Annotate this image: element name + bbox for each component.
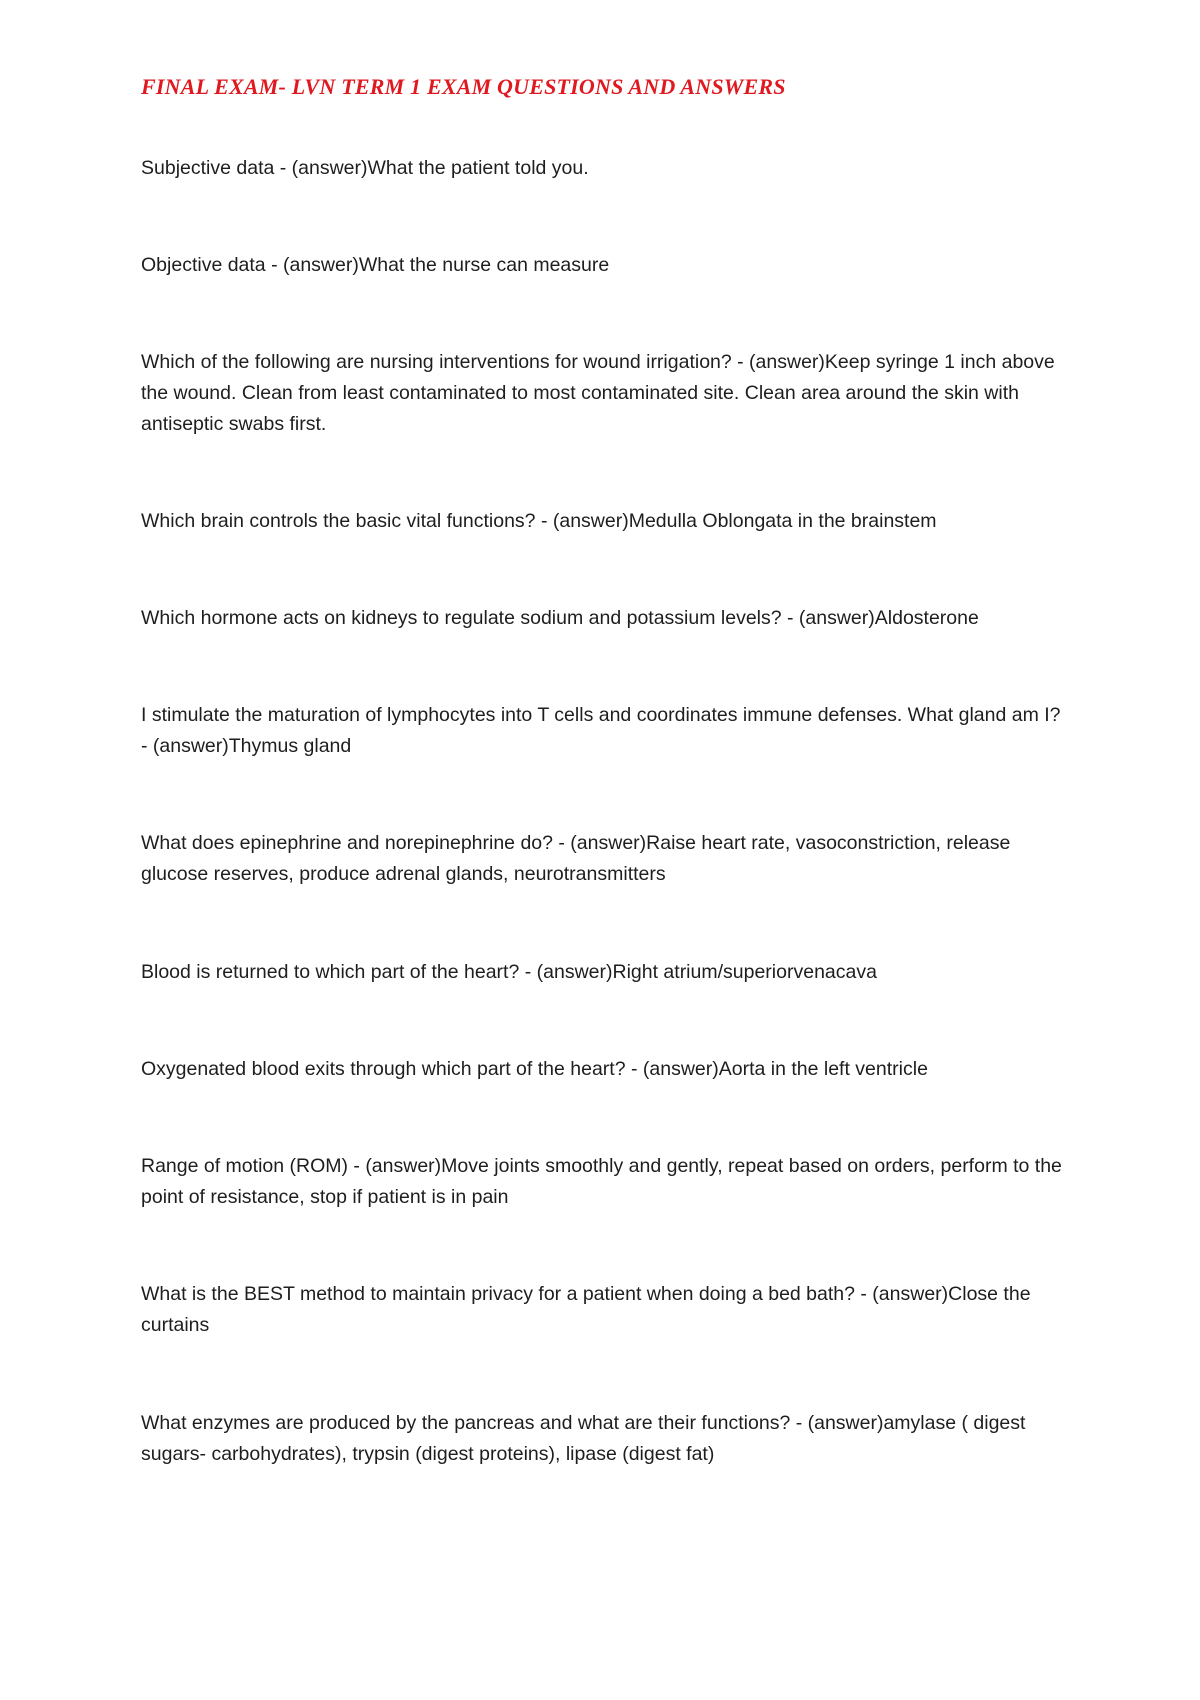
qa-entry-epinephrine: What does epinephrine and norepinephrine do? - (answer)Raise heart rate, vasoconstriction, release glucose reserves, produce adrenal glands, neurotransmitters [141,832,1011,885]
qa-entry-bed-bath-privacy: What is the BEST method to maintain privacy for a patient when doing a bed bath? - (answer)Close the curtains [141,1283,1031,1336]
qa-entry-thymus-gland: I stimulate the maturation of lymphocytes into T cells and coordinates immune defenses. What gland am I? - (answer)Thymus gland [141,704,1061,757]
qa-entry-wound-irrigation: Which of the following are nursing interventions for wound irrigation? - (answer)Keep syringe 1 inch above the wound. Clean from least contaminated to most contaminated site. Clean area around the skin with antiseptic swabs first. [141,351,1055,435]
document-title: FINAL EXAM- LVN TERM 1 EXAM QUESTIONS AND ANSWERS [141,74,786,99]
qa-entry-pancreas-enzymes: What enzymes are produced by the pancreas and what are their functions? - (answer)amylase ( digest sugars- carbohydrates), trypsin (digest proteins), lipase (digest fat) [141,1412,1026,1465]
qa-entry-vital-functions: Which brain controls the basic vital functions? - (answer)Medulla Oblongata in the brainstem [141,510,937,532]
qa-entry-oxygenated-blood: Oxygenated blood exits through which part of the heart? - (answer)Aorta in the left ventricle [141,1058,928,1080]
qa-entry-blood-return: Blood is returned to which part of the heart? - (answer)Right atrium/superiorvenacava [141,961,877,983]
qa-entry-range-of-motion: Range of motion (ROM) - (answer)Move joints smoothly and gently, repeat based on orders, perform to the point of resistance, stop if patient is in pain [141,1155,1062,1208]
qa-entry-subjective-data: Subjective data - (answer)What the patient told you. [141,157,589,179]
qa-entry-objective-data: Objective data - (answer)What the nurse can measure [141,254,610,276]
qa-entry-aldosterone: Which hormone acts on kidneys to regulate sodium and potassium levels? - (answer)Aldosterone [141,607,979,629]
